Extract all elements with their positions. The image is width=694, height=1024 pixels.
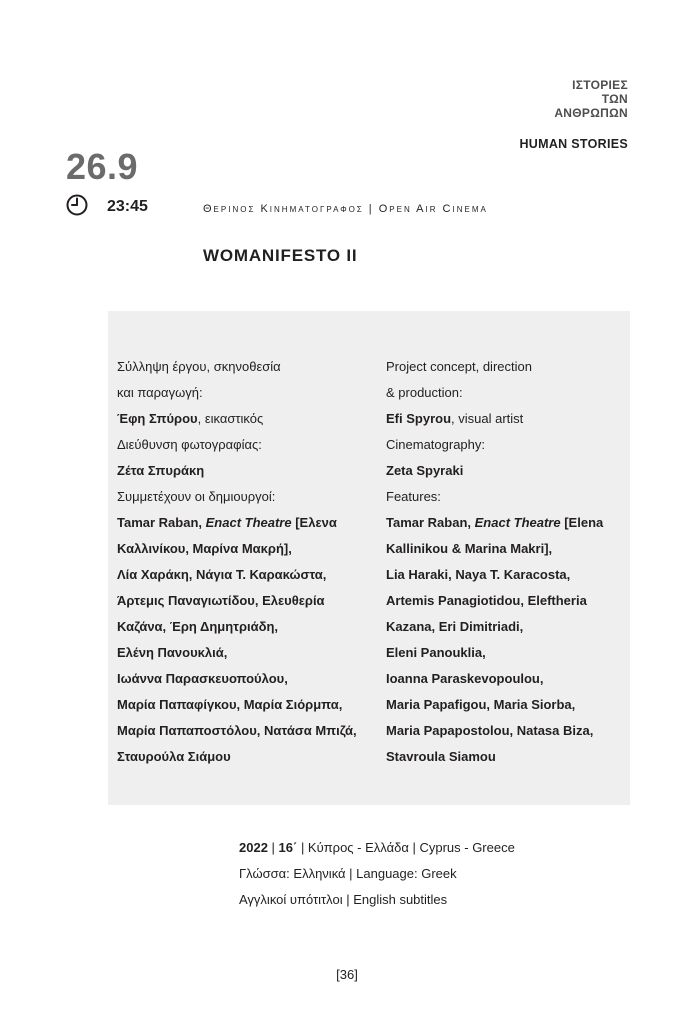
- page-number: [36]: [336, 967, 358, 982]
- features-name: Tamar Raban,: [386, 515, 475, 530]
- features-line: Λία Χαράκη, Νάγια Τ. Καρακώστα,: [117, 567, 327, 582]
- credit-label: & production:: [386, 385, 463, 400]
- credits-greek-column: [117, 354, 379, 770]
- credit-label: και παραγωγή:: [117, 385, 203, 400]
- screening-venue: Θερινος Κινηματογραφος | Open Air Cinema: [203, 203, 488, 215]
- features-line: Stavroula Siamou: [386, 749, 496, 764]
- credit-label: Project concept, direction: [386, 359, 532, 374]
- features-line: Μαρία Παπαποστόλου, Νατάσα Μπιζά,: [117, 723, 357, 738]
- features-line: Άρτεμις Παναγιωτίδου, Ελευθερία: [117, 593, 325, 608]
- section-title-greek: [554, 78, 628, 120]
- film-language: Γλώσσα: Ελληνικά | Language: Greek: [239, 866, 457, 881]
- section-title-line: ΙΣΤΟΡΙΕΣ: [572, 78, 628, 92]
- features-line: [386, 510, 626, 536]
- features-line: Maria Papafigou, Maria Siorba,: [386, 697, 576, 712]
- features-line: Lia Haraki, Naya T. Karacosta,: [386, 567, 571, 582]
- features-line: Kallinikou & Marina Makri],: [386, 541, 553, 556]
- features-rest: [Elena: [560, 515, 604, 530]
- features-line: [117, 510, 379, 536]
- features-rest: [Ελενα: [291, 515, 337, 530]
- features-line: Kazana, Eri Dimitriadi,: [386, 619, 524, 634]
- features-line: Καζάνα, Έρη Δημητριάδη,: [117, 619, 279, 634]
- features-theatre: Enact Theatre: [205, 515, 292, 530]
- director-role: , visual artist: [451, 411, 524, 426]
- separator: |: [267, 840, 279, 855]
- film-duration: 16΄: [278, 840, 298, 855]
- credit-director: [117, 406, 379, 432]
- features-line: Eleni Panouklia,: [386, 645, 486, 660]
- features-line: Καλλινίκου, Μαρίνα Μακρή],: [117, 541, 292, 556]
- credits-english-column: [386, 354, 626, 770]
- film-year: 2022: [239, 840, 268, 855]
- screening-time: 23:45: [107, 198, 148, 215]
- credit-label: Cinematography:: [386, 437, 485, 452]
- credit-label: Διεύθυνση φωτογραφίας:: [117, 437, 262, 452]
- features-line: Ελένη Πανουκλιά,: [117, 645, 228, 660]
- credit-label: Συμμετέχουν οι δημιουργοί:: [117, 489, 276, 504]
- features-name: Tamar Raban,: [117, 515, 206, 530]
- features-line: Ioanna Paraskevopoulou,: [386, 671, 544, 686]
- section-title-english: HUMAN STORIES: [519, 137, 628, 151]
- credit-label: Features:: [386, 489, 441, 504]
- features-line: Σταυρούλα Σιάμου: [117, 749, 231, 764]
- film-meta-line: [239, 835, 515, 861]
- clock-icon: [66, 194, 88, 216]
- credit-label: Σύλληψη έργου, σκηνοθεσία: [117, 359, 281, 374]
- features-line: Ιωάννα Παρασκευοπούλου,: [117, 671, 288, 686]
- director-role: , εικαστικός: [197, 411, 264, 426]
- film-subtitles: Αγγλικοί υπότιτλοι | English subtitles: [239, 892, 448, 907]
- section-title-line: ΤΩΝ: [601, 92, 628, 106]
- cinematographer-name: Ζέτα Σπυράκη: [117, 463, 205, 478]
- features-line: Maria Papapostolou, Natasa Biza,: [386, 723, 594, 738]
- director-name: Έφη Σπύρου: [117, 411, 198, 426]
- film-country: | Κύπρος - Ελλάδα | Cyprus - Greece: [297, 840, 515, 855]
- section-title-line: ΑΝΘΡΩΠΩΝ: [554, 106, 628, 120]
- cinematographer-name: Zeta Spyraki: [386, 463, 464, 478]
- film-title: WOMANIFESTO II: [203, 246, 358, 265]
- features-line: Μαρία Παπαφίγκου, Μαρία Σιόρμπα,: [117, 697, 343, 712]
- screening-date: 26.9: [66, 146, 139, 187]
- features-theatre: Enact Theatre: [474, 515, 561, 530]
- credit-director: [386, 406, 626, 432]
- film-details: [239, 835, 515, 913]
- features-line: Artemis Panagiotidou, Eleftheria: [386, 593, 587, 608]
- director-name: Efi Spyrou: [386, 411, 452, 426]
